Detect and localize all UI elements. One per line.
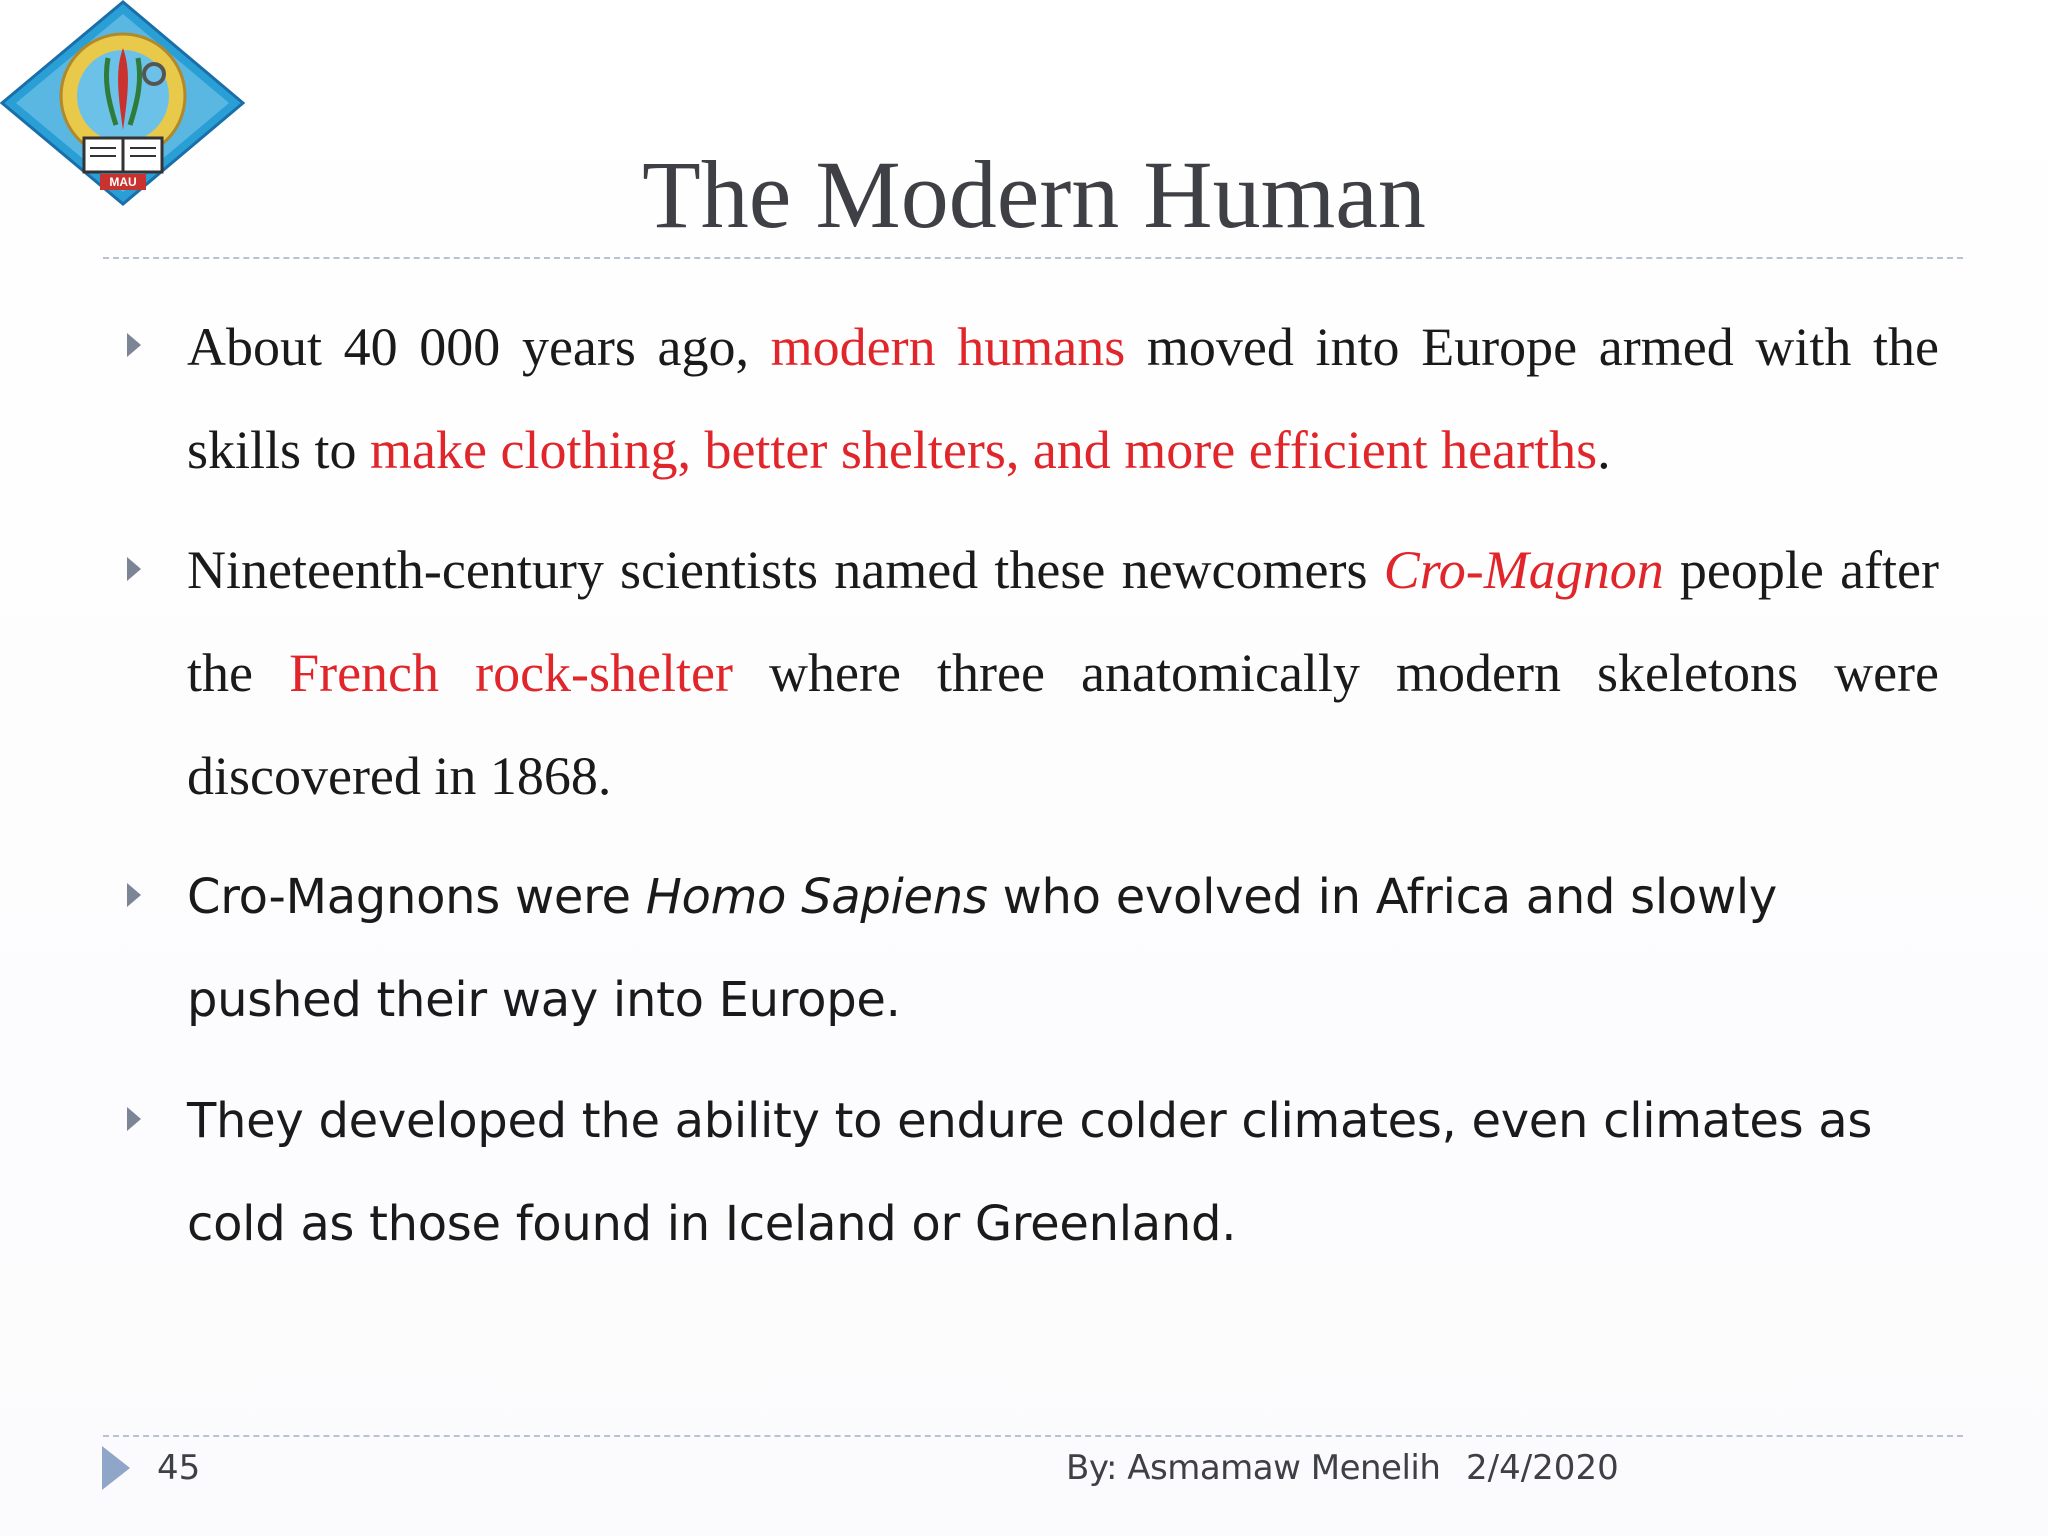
bullet-3-text-1: Cro-Magnons were bbox=[187, 869, 646, 925]
bullet-1-highlight-2: make clothing, better shelters, and more efficient hearths bbox=[370, 420, 1598, 480]
footer-author: By: Asmamaw Menelih bbox=[1066, 1448, 1441, 1488]
bullet-4-text-1: They developed the ability to endure colder climates, even climates as cold as those found in Iceland or Greenland. bbox=[187, 1093, 1873, 1252]
footer-divider bbox=[103, 1435, 1963, 1437]
bullet-2-highlight-1: Cro-Magnon bbox=[1383, 540, 1664, 600]
footer-date: 2/4/2020 bbox=[1466, 1448, 1619, 1488]
bullet-1-text-3: . bbox=[1597, 420, 1611, 480]
bullet-4 bbox=[187, 1070, 1939, 1276]
title-divider bbox=[103, 257, 1963, 259]
bullet-marker-icon bbox=[127, 333, 141, 357]
footer-arrow-icon bbox=[102, 1446, 130, 1490]
bullet-3 bbox=[187, 846, 1939, 1052]
svg-text:MAU: MAU bbox=[109, 175, 137, 189]
bullet-2-text-3: where three anatomically modern skeletons were discovered in 1868. bbox=[187, 643, 1939, 806]
bullet-marker-icon bbox=[127, 557, 141, 581]
bullet-2 bbox=[187, 519, 1939, 828]
bullet-1-text-2: moved into Europe armed with the skills to bbox=[187, 317, 1939, 480]
bullet-marker-icon bbox=[127, 1107, 141, 1131]
bullet-marker-icon bbox=[127, 883, 141, 907]
bullet-2-text-1: Nineteenth-century scientists named these newcomers bbox=[187, 540, 1384, 600]
bullet-1-text-1: About 40 000 years ago, bbox=[187, 317, 771, 377]
bullet-3-text-2: who evolved in Africa and slowly pushed their way into Europe. bbox=[187, 869, 1778, 1028]
slide-title: The Modern Human bbox=[642, 141, 1426, 248]
bullet-3-italic: Homo Sapiens bbox=[645, 869, 988, 925]
bullet-2-text-2: people after the bbox=[187, 540, 1939, 703]
bullet-2-highlight-2: French rock-shelter bbox=[289, 643, 733, 703]
bullet-1-highlight-1: modern humans bbox=[770, 317, 1126, 377]
bullet-1 bbox=[187, 296, 1939, 502]
page-number: 45 bbox=[157, 1448, 201, 1488]
